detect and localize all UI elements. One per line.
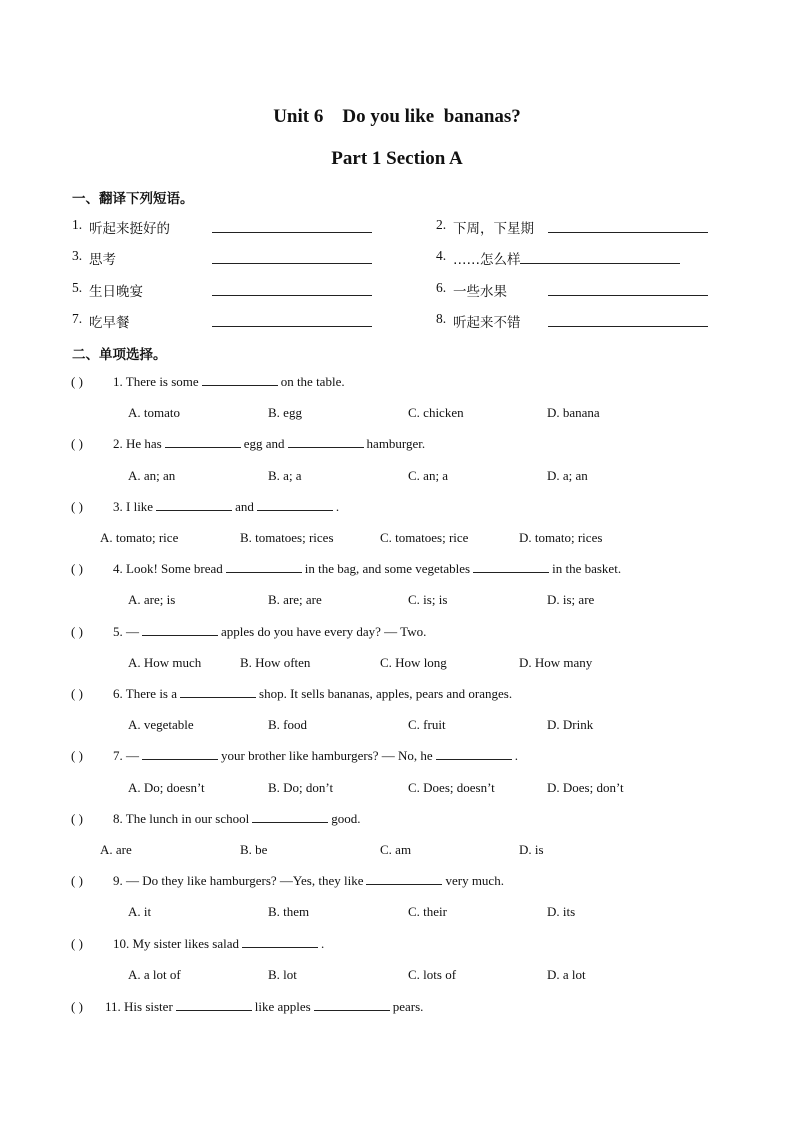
question-text: 1. There is some <box>113 374 199 389</box>
option-c[interactable]: C. am <box>380 842 412 857</box>
option-a[interactable]: A. an; an <box>128 468 176 483</box>
option-d[interactable]: D. Drink <box>547 717 594 732</box>
question-text: like apples <box>254 999 311 1014</box>
answer-parentheses[interactable]: ( ) <box>71 999 83 1014</box>
vocab-chinese-text: 思考 <box>89 252 116 268</box>
fill-in-blank[interactable] <box>202 374 278 386</box>
option-c[interactable]: C. fruit <box>408 717 446 732</box>
option-b[interactable]: B. egg <box>268 405 302 420</box>
question-text: 6. There is a <box>113 686 178 701</box>
option-c[interactable]: C. tomatoes; rice <box>380 530 469 545</box>
question-text: apples do you have every day? — Two. <box>221 624 427 639</box>
option-a[interactable]: A. are; is <box>128 592 176 607</box>
question-line <box>71 561 621 577</box>
vocab-number: 1. <box>72 217 83 232</box>
vocab-number: 3. <box>72 248 83 263</box>
option-d[interactable]: D. a; an <box>547 468 588 483</box>
question-text: 11. His sister <box>105 999 173 1014</box>
page-subtitle: Part 1 Section A <box>331 148 463 169</box>
option-d[interactable]: D. a lot <box>547 967 586 982</box>
question-text: in the bag, and some vegetables <box>304 561 471 576</box>
option-d[interactable]: D. is; are <box>547 592 595 607</box>
answer-blank-line[interactable] <box>212 232 372 233</box>
question-text: your brother like hamburgers? — No, he <box>221 748 433 763</box>
vocab-item <box>436 248 756 266</box>
option-d[interactable]: D. How many <box>519 655 593 670</box>
vocab-chinese-text: 一些水果 <box>453 284 507 300</box>
question-text: 8. The lunch in our school <box>113 811 250 826</box>
question-line <box>71 624 426 640</box>
fill-in-blank[interactable] <box>226 561 302 573</box>
question-text: 2. He has <box>113 436 162 451</box>
page-title: Unit 6 Do you like bananas? <box>273 106 521 127</box>
vocab-item <box>72 248 392 266</box>
fill-in-blank[interactable] <box>180 686 256 698</box>
option-a[interactable]: A. vegetable <box>128 717 194 732</box>
option-d[interactable]: D. its <box>547 904 576 919</box>
vocab-item <box>72 280 392 298</box>
answer-parentheses[interactable]: ( ) <box>71 499 83 514</box>
question-text: 3. I like <box>113 499 154 514</box>
answer-blank-line[interactable] <box>520 263 680 264</box>
fill-in-blank[interactable] <box>473 561 549 573</box>
section1-heading: 一、翻译下列短语。 <box>72 191 194 207</box>
vocab-number: 2. <box>436 217 447 232</box>
question-text: egg and <box>243 436 285 451</box>
option-c[interactable]: C. chicken <box>408 405 464 420</box>
question-text: 4. Look! Some bread <box>113 561 223 576</box>
question-text: . <box>514 748 518 763</box>
option-b[interactable]: B. How often <box>240 655 311 670</box>
fill-in-blank[interactable] <box>142 624 218 636</box>
option-b[interactable]: B. are; are <box>268 592 322 607</box>
question-text: . <box>335 499 340 514</box>
question-text: very much. <box>445 873 504 888</box>
question-text: in the basket. <box>552 561 622 576</box>
fill-in-blank[interactable] <box>176 999 252 1011</box>
option-c[interactable]: C. Does; doesn’t <box>408 780 495 795</box>
vocab-item <box>436 280 756 298</box>
question-text: shop. It sells bananas, apples, pears and oranges. <box>259 686 513 701</box>
question-text: 7. — <box>113 748 139 763</box>
vocab-chinese-text: 听起来挺好的 <box>89 221 170 237</box>
question-line <box>71 499 339 515</box>
vocab-chinese-text: 生日晚宴 <box>89 284 143 300</box>
option-d[interactable]: D. banana <box>547 405 600 420</box>
option-b[interactable]: B. be <box>240 842 268 857</box>
option-a[interactable]: A. How much <box>128 655 202 670</box>
option-a[interactable]: A. it <box>128 904 152 919</box>
answer-blank-line[interactable] <box>212 263 372 264</box>
fill-in-blank[interactable] <box>257 499 333 511</box>
option-b[interactable]: B. them <box>268 904 310 919</box>
vocab-number: 7. <box>72 311 83 326</box>
question-line <box>71 873 504 889</box>
vocab-chinese-text: 吃早餐 <box>89 315 130 331</box>
vocab-number: 5. <box>72 280 83 295</box>
option-a[interactable]: A. tomato; rice <box>100 530 179 545</box>
question-text: and <box>235 499 254 514</box>
question-line <box>71 936 324 952</box>
option-b[interactable]: B. Do; don’t <box>268 780 334 795</box>
option-d[interactable]: D. tomato; rices <box>519 530 603 545</box>
question-line <box>71 999 423 1015</box>
question-line <box>71 686 512 702</box>
vocab-item <box>436 311 756 329</box>
vocab-chinese-text: 下周，下星期 <box>453 221 534 237</box>
question-line <box>71 748 518 764</box>
answer-parentheses[interactable]: ( ) <box>71 936 83 951</box>
answer-blank-line[interactable] <box>212 326 372 327</box>
fill-in-blank[interactable] <box>366 873 442 885</box>
answer-parentheses[interactable]: ( ) <box>71 624 83 639</box>
question-text: 9. — Do they like hamburgers? —Yes, they like <box>113 873 364 888</box>
vocab-number: 4. <box>436 248 447 263</box>
vocab-number: 6. <box>436 280 447 295</box>
option-d[interactable]: D. Does; don’t <box>547 780 624 795</box>
answer-parentheses[interactable]: ( ) <box>71 561 83 576</box>
question-text: good. <box>331 811 361 826</box>
option-a[interactable]: A. tomato <box>128 405 180 420</box>
fill-in-blank[interactable] <box>288 436 364 448</box>
answer-blank-line[interactable] <box>212 295 372 296</box>
question-line <box>71 811 361 827</box>
option-a[interactable]: A. Do; doesn’t <box>128 780 205 795</box>
vocab-item <box>436 217 756 235</box>
answer-parentheses[interactable]: ( ) <box>71 436 83 451</box>
question-text: hamburger. <box>366 436 426 451</box>
answer-blank-line[interactable] <box>548 295 708 296</box>
answer-parentheses[interactable]: ( ) <box>71 374 83 389</box>
fill-in-blank[interactable] <box>142 748 218 760</box>
vocab-item <box>72 217 392 235</box>
question-line <box>71 374 345 390</box>
fill-in-blank[interactable] <box>252 811 328 823</box>
option-d[interactable]: D. is <box>519 842 544 857</box>
option-c[interactable]: C. How long <box>380 655 447 670</box>
vocab-chinese-text: ……怎么样 <box>453 252 521 268</box>
fill-in-blank[interactable] <box>156 499 232 511</box>
fill-in-blank[interactable] <box>314 999 390 1011</box>
answer-parentheses[interactable]: ( ) <box>71 748 83 763</box>
option-b[interactable]: B. lot <box>268 967 297 982</box>
question-line <box>71 436 425 452</box>
answer-blank-line[interactable] <box>548 232 708 233</box>
answer-parentheses[interactable]: ( ) <box>71 873 83 888</box>
fill-in-blank[interactable] <box>242 936 318 948</box>
answer-parentheses[interactable]: ( ) <box>71 811 83 826</box>
fill-in-blank[interactable] <box>165 436 241 448</box>
fill-in-blank[interactable] <box>436 748 512 760</box>
option-c[interactable]: C. an; a <box>408 468 449 483</box>
question-text: 5. — <box>113 624 139 639</box>
option-b[interactable]: B. tomatoes; rices <box>240 530 334 545</box>
option-c[interactable]: C. is; is <box>408 592 448 607</box>
option-c[interactable]: C. their <box>408 904 447 919</box>
option-b[interactable]: B. food <box>268 717 307 732</box>
vocab-item <box>72 311 392 329</box>
answer-parentheses[interactable]: ( ) <box>71 686 83 701</box>
vocab-number: 8. <box>436 311 447 326</box>
question-text: . <box>321 936 325 951</box>
option-a[interactable]: A. are <box>100 842 132 857</box>
question-text: on the table. <box>280 374 345 389</box>
question-text: 10. My sister likes salad <box>113 936 240 951</box>
vocab-chinese-text: 听起来不错 <box>453 315 521 331</box>
question-text: pears. <box>392 999 424 1014</box>
option-b[interactable]: B. a; a <box>268 468 302 483</box>
option-c[interactable]: C. lots of <box>408 967 457 982</box>
option-a[interactable]: A. a lot of <box>128 967 181 982</box>
section2-heading: 二、单项选择。 <box>72 347 167 363</box>
answer-blank-line[interactable] <box>548 326 708 327</box>
